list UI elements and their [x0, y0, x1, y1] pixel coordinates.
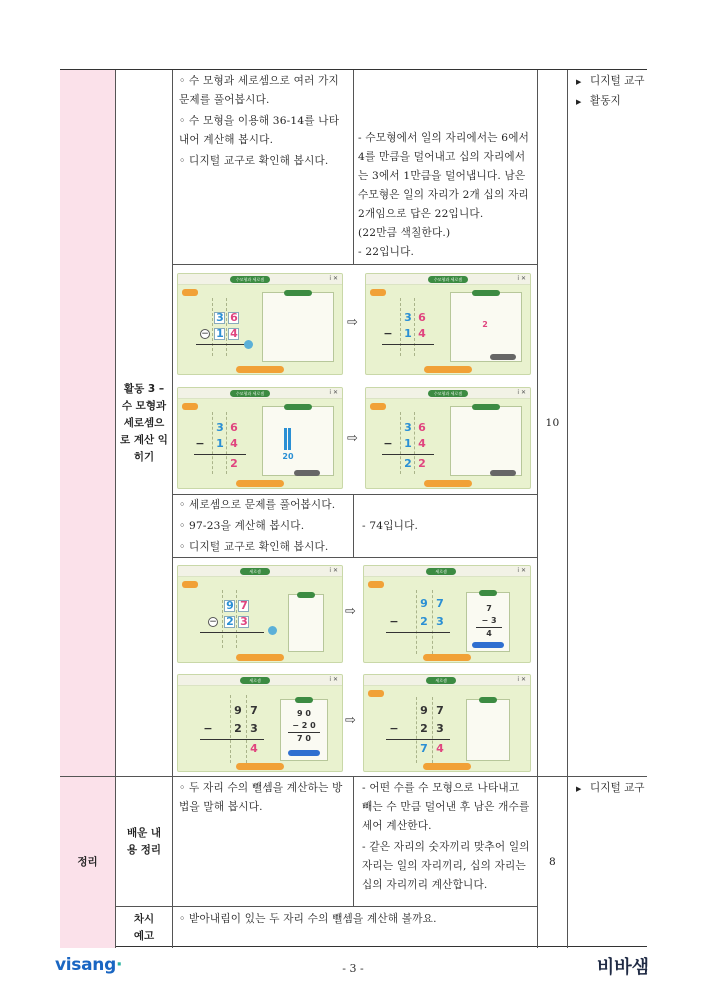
next-lesson-preview: ◦ 받아내림이 있는 두 자리 수의 뺄셈을 계산해 볼까요.: [173, 907, 538, 948]
blocks-board: [262, 292, 334, 362]
material-item: ▶ 디지털 교구: [576, 72, 645, 92]
title-pill: 세로셈: [240, 677, 270, 684]
material-item: ▶ 활동지: [576, 92, 645, 112]
digital-screens-a: [173, 265, 538, 495]
screen-a3: 수모형과 세로셈 ⅰ ✕ 3 6 − 1 4 2 20: [177, 387, 343, 489]
new-problem-button[interactable]: [236, 480, 284, 487]
screen-b3: 세로셈 ⅰ ✕ 9 7 − 2 3 4 9 0 − 2 0 7 0: [177, 674, 343, 772]
title-pill: 수모형과 세로셈: [428, 276, 468, 283]
note-board: [466, 699, 510, 761]
window-icons: ⅰ ✕: [517, 275, 526, 282]
digital-screens-b: [173, 558, 538, 777]
summary-row2-label: 차시 예고: [116, 907, 173, 948]
note-board: [288, 594, 324, 652]
title-pill: 수모형과 세로셈: [428, 390, 468, 397]
window-icons: ⅰ ✕: [329, 389, 338, 396]
arrow-icon: ⇨: [347, 431, 358, 446]
next-step-button[interactable]: [288, 750, 320, 756]
stage-cell-development: [60, 70, 116, 777]
arrow-icon: ⇨: [347, 315, 358, 330]
visang-logo: visang·: [55, 955, 123, 975]
summary-question: ◦ 두 자리 수의 뺄셈을 계산하는 방법을 말해 봅시다.: [173, 777, 354, 907]
window-icons: ⅰ ✕: [329, 567, 338, 574]
lesson-table: [60, 69, 647, 947]
next-button[interactable]: [294, 470, 320, 476]
window-icons: ⅰ ✕: [517, 567, 526, 574]
screen-a4: 수모형과 세로셈 ⅰ ✕ 3 6 − 1 4 2 2: [365, 387, 531, 489]
title-pill: 세로셈: [426, 677, 456, 684]
blocks-board: [450, 406, 522, 476]
next-button[interactable]: [490, 354, 516, 360]
new-problem-button[interactable]: [236, 654, 284, 661]
check-button[interactable]: [244, 340, 253, 349]
title-pill: 수모형과 세로셈: [230, 390, 270, 397]
summary-answers: - 어떤 수를 수 모형으로 나타내고 빼는 수 만큼 덜어낸 후 남은 개수를 세어 계산한다. - 같은 자리의 숫자끼리 맞추어 일의 자리는 일의 자리끼리, 십의 자리는 십의 자리끼리 계산합니다.: [354, 777, 538, 907]
tens-block-icon: [284, 428, 287, 450]
minus-sign: −: [209, 617, 217, 627]
summary-section-label: 정리: [60, 777, 116, 948]
title-pill: 세로셈: [426, 568, 456, 575]
next-button[interactable]: [490, 470, 516, 476]
arrow-icon: ⇨: [345, 604, 356, 619]
teacher-prompt-2: ◦ 세로셈으로 문제를 풀어봅시다. ◦ 97-23을 계산해 봅시다. ◦ 디지털 교구로 확인해 봅시다.: [173, 495, 354, 558]
window-icons: ⅰ ✕: [329, 275, 338, 282]
new-problem-button[interactable]: [424, 480, 472, 487]
teacher-prompt-1: ◦ 수 모형과 세로셈으로 여러 가지 문제를 풀어봅시다. ◦ 수 모형을 이용해 36-14를 나타내어 계산해 봅시다. ◦ 디지털 교구로 확인해 봅시다.: [173, 70, 354, 265]
new-problem-button[interactable]: [236, 366, 284, 373]
arrow-icon: ⇨: [345, 713, 356, 728]
title-pill: 수모형과 세로셈: [230, 276, 270, 283]
activity-time: 10: [538, 70, 568, 777]
window-icons: ⅰ ✕: [329, 676, 338, 683]
title-pill: 세로셈: [240, 568, 270, 575]
window-icons: ⅰ ✕: [517, 676, 526, 683]
logo-dot-icon: ·: [115, 955, 123, 975]
new-problem-button[interactable]: [424, 366, 472, 373]
triangle-icon: ▶: [576, 78, 582, 86]
screen-b1: 세로셈 ⅰ ✕ 9 7 − 2 3: [177, 565, 343, 663]
blocks-board: [262, 406, 334, 476]
triangle-icon: ▶: [576, 98, 582, 106]
next-step-button[interactable]: [472, 642, 504, 648]
screen-b4: 세로셈 ⅰ ✕ 9 7 − 2 3 7 4: [363, 674, 531, 772]
page-number: - 3 -: [342, 962, 364, 975]
activity-materials: [568, 70, 647, 777]
new-problem-button[interactable]: [423, 763, 471, 770]
student-answer-2: - 74입니다.: [354, 495, 538, 558]
summary-materials: [568, 777, 647, 948]
screen-b2: 세로셈 ⅰ ✕ 9 7 − 2 3 7 − 3 4: [363, 565, 531, 663]
screen-a2: 수모형과 세로셈 ⅰ ✕ 3 6 − 1 4 2: [365, 273, 531, 375]
new-problem-button[interactable]: [423, 654, 471, 661]
triangle-icon: ▶: [576, 785, 582, 793]
vivasam-logo: 비바샘: [596, 957, 649, 978]
material-item: ▶ 디지털 교구: [576, 779, 645, 799]
check-button[interactable]: [268, 626, 277, 635]
summary-time: 8: [538, 777, 568, 948]
new-problem-button[interactable]: [236, 763, 284, 770]
screen-a1: 수모형과 세로셈 ⅰ ✕ 3 6 − 1 4: [177, 273, 343, 375]
summary-row1-label: 배운 내용 정리: [116, 777, 173, 907]
tens-block-icon: [288, 428, 291, 450]
student-answer-1: - 수모형에서 일의 자리에서는 6에서 4를 만큼을 덜어내고 십의 자리에서는 3에서 1만큼을 덜어냅니다. 남은 수모형은 일의 자리가 2개 십의 자리 2개임으로 답은 22입니다. (22만큼 색칠한다.) - 22입니다.: [354, 70, 538, 265]
activity-label: 활동 3 – 수 모형과 세로셈으로 계산 익히기: [116, 70, 173, 777]
minus-sign: −: [201, 329, 209, 339]
window-icons: ⅰ ✕: [517, 389, 526, 396]
